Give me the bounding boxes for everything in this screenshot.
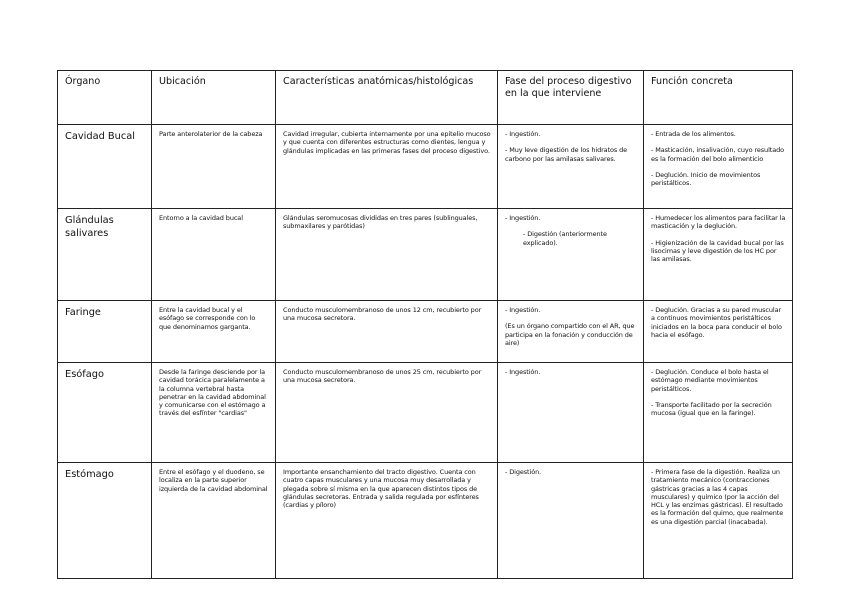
function-item: - Deglución. Inicio de movimientos peristálticos. [651,170,761,188]
table-row [58,301,793,363]
function-item: - Masticación, insalivación, cuyo resultado es la formación del bolo alimenticio [651,146,785,163]
organ-location: Entre el esófago y el duodeno, se localiza en la parte superior izquierda de la cavidad abdominal [152,463,276,579]
table-row [58,209,793,301]
organ-phase [498,125,644,209]
function-item: - Humedecer los alimentos para facilitar la masticación y la deglución. [651,214,786,231]
header-function: Función concreta [644,71,793,125]
organ-name: Faringe [58,301,152,363]
phase-item: - Muy leve digestión de los hidratos de carbono por las amilasas salivares. [505,146,628,163]
header-location: Ubicación [152,71,276,125]
organ-function [644,363,793,463]
organ-location: Desde la faringe desciende por la cavidad torácica paralelamente a la columna vertebral hasta penetrar en la cavidad abdominal y comunicarse con el estómago a través del esfínter "cardias" [152,363,276,463]
function-item: - Primera fase de la digestión. Realiza un tratamiento mecánico (contracciones gástricas gracias a las 4 capas musculares) y químico (por la acción del HCL y las enzimas gástricas). El resultado es la formación del quimo, que realmente es una digestión parcial (inacabada). [651,468,784,526]
header-organ: Órgano [58,71,152,125]
organ-name: Estómago [58,463,152,579]
phase-item: - Digestión (anteriormente explicado). [523,230,607,247]
organ-phase [498,363,644,463]
organ-function [644,125,793,209]
function-item: - Entrada de los alimentos. [651,130,736,138]
organ-features: Conducto musculomembranoso de unos 25 cm, recubierto por una mucosa secretora. [276,363,498,463]
phase-item: - Ingestión. [505,130,541,138]
organ-phase [498,209,644,301]
organ-features: Importante ensanchamiento del tracto digestivo. Cuenta con cuatro capas musculares y una mucosa muy desarrollada y plegada sobre sí misma en la que aparecen distintos tipos de glándulas secretoras. Entrada y salida regulada por esfínteres (cardias y píloro) [276,463,498,579]
table-row [58,125,793,209]
organ-name: Glándulas salivares [58,209,152,301]
organ-location: Parte anterolaterior de la cabeza [152,125,276,209]
function-item: - Deglución. Gracias a su pared muscular a continuos movimientos peristálticos iniciados en la boca para conducir el bolo hacia el esófago. [651,306,782,339]
header-features: Características anatómicas/histológicas [276,71,498,125]
organ-features: Glándulas seromucosas divididas en tres pares (sublinguales, submaxilares y parótidas) [276,209,498,301]
organ-name: Cavidad Bucal [58,125,152,209]
header-phase: Fase del proceso digestivo en la que interviene [498,71,644,125]
organ-function [644,209,793,301]
phase-item: - Ingestión. [505,214,541,222]
organ-features: Conducto musculomembranoso de unos 12 cm, recubierto por una mucosa secretora. [276,301,498,363]
function-item: - Higienización de la cavidad bucal por las lisocimas y leve digestión de los HC por las amilasas. [651,238,784,264]
phase-item: (Es un órgano compartido con el AR, que participa en la fonación y conducción de aire) [505,322,635,347]
table-row [58,463,793,579]
table-row [58,363,793,463]
organ-phase [498,301,644,363]
function-item: - Deglución. Conduce el bolo hasta el estómago mediante movimientos peristálticos. [651,368,769,393]
function-item: - Transporte facilitado por la secreción mucosa (igual que en la faringe). [651,400,772,418]
organ-location: Entre la cavidad bucal y el esófago se corresponde con lo que denominamos garganta. [152,301,276,363]
organ-features: Cavidad irregular, cubierta internamente por una epitelio mucoso y que cuenta con diferentes estructuras como dientes, lengua y glándulas implicadas en las primeras fases del proceso digestivo. [276,125,498,209]
organ-function [644,301,793,363]
organ-function [644,463,793,579]
phase-item: - Digestión. [505,468,542,476]
organ-name: Esófago [58,363,152,463]
organ-phase [498,463,644,579]
organ-table [57,70,793,579]
table-header-row [58,71,793,125]
organ-location: Entorno a la cavidad bucal [152,209,276,301]
phase-item: - Ingestión. [505,306,541,314]
phase-item: - Ingestión. [505,368,541,376]
